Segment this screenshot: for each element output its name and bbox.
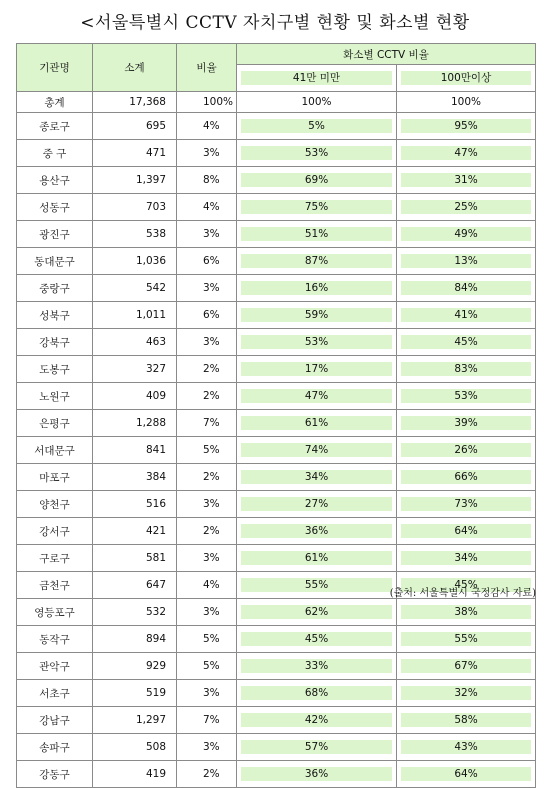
cell-ratio: 3% [177, 734, 237, 761]
cell-under-41-value: 16% [241, 281, 392, 295]
cell-under-41 [237, 464, 397, 491]
cell-over-100-value: 32% [401, 686, 531, 700]
cell-count: 471 [93, 140, 177, 167]
cell-ratio: 3% [177, 599, 237, 626]
cell-over-100 [397, 464, 536, 491]
cell-over-100 [397, 275, 536, 302]
cell-agency: 도봉구 [17, 356, 93, 383]
cell-agency: 동대문구 [17, 248, 93, 275]
cell-over-100 [397, 437, 536, 464]
cell-count: 516 [93, 491, 177, 518]
table-row [17, 194, 536, 221]
cell-count: 508 [93, 734, 177, 761]
cell-count: 1,397 [93, 167, 177, 194]
cell-agency: 총계 [17, 92, 93, 113]
cell-ratio: 6% [177, 248, 237, 275]
table-row [17, 275, 536, 302]
cell-over-100-value: 55% [401, 632, 531, 646]
cell-under-41 [237, 248, 397, 275]
cell-agency: 용산구 [17, 167, 93, 194]
cell-under-41-value: 68% [241, 686, 392, 700]
cell-under-41 [237, 113, 397, 140]
cell-under-41-value: 45% [241, 632, 392, 646]
table-row [17, 653, 536, 680]
cell-count: 463 [93, 329, 177, 356]
cell-over-100 [397, 383, 536, 410]
cell-over-100-value: 64% [401, 767, 531, 781]
table-row [17, 302, 536, 329]
cell-agency: 서대문구 [17, 437, 93, 464]
table-row [17, 518, 536, 545]
cell-under-41-value: 57% [241, 740, 392, 754]
header-subtotal: 소계 [93, 44, 177, 92]
cell-ratio: 3% [177, 545, 237, 572]
cell-under-41 [237, 626, 397, 653]
cell-over-100 [397, 626, 536, 653]
cell-count: 703 [93, 194, 177, 221]
cell-over-100-value: 67% [401, 659, 531, 673]
cell-count: 542 [93, 275, 177, 302]
table-row [17, 707, 536, 734]
table-row [17, 329, 536, 356]
table-row [17, 680, 536, 707]
cell-agency: 서초구 [17, 680, 93, 707]
cell-under-41-value: 69% [241, 173, 392, 187]
cell-count: 841 [93, 437, 177, 464]
cell-agency: 구로구 [17, 545, 93, 572]
cell-over-100-value: 49% [401, 227, 531, 241]
cell-under-41 [237, 680, 397, 707]
table-row [17, 167, 536, 194]
cell-under-41 [237, 410, 397, 437]
source-note: (출처: 서울특별시 국정감사 자료) [389, 588, 536, 599]
cell-under-41 [237, 167, 397, 194]
cell-under-41-value: 55% [241, 578, 392, 592]
cell-over-100-value: 84% [401, 281, 531, 295]
cell-count: 1,011 [93, 302, 177, 329]
cell-over-100 [397, 356, 536, 383]
cell-ratio: 5% [177, 626, 237, 653]
cell-agency: 노원구 [17, 383, 93, 410]
table-row [17, 734, 536, 761]
cell-under-41 [237, 491, 397, 518]
cell-agency: 양천구 [17, 491, 93, 518]
cell-over-100-value: 58% [401, 713, 531, 727]
header-over-100 [397, 65, 536, 92]
table-row [17, 140, 536, 167]
cell-count: 1,297 [93, 707, 177, 734]
cell-ratio: 7% [177, 707, 237, 734]
cell-under-41-value: 27% [241, 497, 392, 511]
table-row [17, 626, 536, 653]
cell-under-41 [237, 653, 397, 680]
cell-under-41 [237, 518, 397, 545]
table-row [17, 761, 536, 788]
page-title: <서울특별시 CCTV 자치구별 현황 및 화소별 현황 [80, 13, 470, 33]
cell-ratio: 100% [177, 92, 237, 113]
cell-agency: 중 구 [17, 140, 93, 167]
cell-count: 894 [93, 626, 177, 653]
cell-agency: 금천구 [17, 572, 93, 599]
cell-ratio: 4% [177, 572, 237, 599]
cell-agency: 중랑구 [17, 275, 93, 302]
table-row [17, 545, 536, 572]
cell-over-100-value: 41% [401, 308, 531, 322]
cell-under-41 [237, 707, 397, 734]
cell-under-41-value: 47% [241, 389, 392, 403]
cell-ratio: 7% [177, 410, 237, 437]
cell-agency: 강서구 [17, 518, 93, 545]
table-row [17, 437, 536, 464]
cell-agency: 은평구 [17, 410, 93, 437]
table-row [17, 113, 536, 140]
cell-under-41 [237, 437, 397, 464]
cell-under-41: 100% [237, 92, 397, 113]
header-ratio: 비율 [177, 44, 237, 92]
cell-under-41 [237, 302, 397, 329]
cell-ratio: 2% [177, 356, 237, 383]
header-under-41 [237, 65, 397, 92]
cell-over-100-value: 38% [401, 605, 531, 619]
cell-over-100 [397, 518, 536, 545]
cell-under-41-value: 36% [241, 524, 392, 538]
cell-under-41-value: 17% [241, 362, 392, 376]
cell-over-100 [397, 140, 536, 167]
cell-under-41-value: 34% [241, 470, 392, 484]
cell-under-41 [237, 356, 397, 383]
cell-under-41 [237, 383, 397, 410]
cell-under-41 [237, 221, 397, 248]
cell-count: 421 [93, 518, 177, 545]
cell-under-41-value: 75% [241, 200, 392, 214]
cell-over-100-value: 95% [401, 119, 531, 133]
cell-over-100 [397, 734, 536, 761]
header-pixel-group: 화소별 CCTV 비율 [237, 44, 536, 65]
cell-agency: 강북구 [17, 329, 93, 356]
table-row [17, 491, 536, 518]
cell-under-41-value: 51% [241, 227, 392, 241]
cell-ratio: 3% [177, 221, 237, 248]
cell-under-41 [237, 194, 397, 221]
cell-over-100-value: 66% [401, 470, 531, 484]
cell-ratio: 3% [177, 140, 237, 167]
cell-over-100 [397, 761, 536, 788]
cell-count: 17,368 [93, 92, 177, 113]
cell-over-100 [397, 599, 536, 626]
cell-agency: 광진구 [17, 221, 93, 248]
cell-ratio: 8% [177, 167, 237, 194]
cell-count: 695 [93, 113, 177, 140]
cell-ratio: 3% [177, 329, 237, 356]
cell-under-41 [237, 572, 397, 599]
cell-agency: 마포구 [17, 464, 93, 491]
cell-agency: 성북구 [17, 302, 93, 329]
cell-count: 519 [93, 680, 177, 707]
cell-over-100-value: 64% [401, 524, 531, 538]
cell-over-100-value: 26% [401, 443, 531, 457]
table-row [17, 221, 536, 248]
cell-over-100 [397, 248, 536, 275]
cell-under-41-value: 33% [241, 659, 392, 673]
cell-under-41 [237, 140, 397, 167]
table-row [17, 464, 536, 491]
cell-under-41-value: 36% [241, 767, 392, 781]
cell-over-100-value: 45% [401, 335, 531, 349]
cell-under-41-value: 61% [241, 416, 392, 430]
cell-under-41-value: 62% [241, 605, 392, 619]
table-row [17, 599, 536, 626]
cell-agency: 관악구 [17, 653, 93, 680]
cell-under-41 [237, 734, 397, 761]
cell-ratio: 3% [177, 491, 237, 518]
cell-over-100-value: 43% [401, 740, 531, 754]
cell-over-100 [397, 707, 536, 734]
cell-under-41-value: 61% [241, 551, 392, 565]
cell-over-100 [397, 329, 536, 356]
cell-ratio: 2% [177, 464, 237, 491]
cell-count: 327 [93, 356, 177, 383]
cell-count: 384 [93, 464, 177, 491]
cell-over-100 [397, 113, 536, 140]
cell-over-100: 100% [397, 92, 536, 113]
cell-ratio: 4% [177, 194, 237, 221]
table-row [17, 383, 536, 410]
cell-under-41-value: 87% [241, 254, 392, 268]
cell-under-41-value: 42% [241, 713, 392, 727]
cell-agency: 영등포구 [17, 599, 93, 626]
cell-agency: 강동구 [17, 761, 93, 788]
cell-over-100-value: 47% [401, 146, 531, 160]
cell-ratio: 6% [177, 302, 237, 329]
cell-agency: 동작구 [17, 626, 93, 653]
cell-ratio: 3% [177, 680, 237, 707]
cell-over-100-value: 34% [401, 551, 531, 565]
cell-count: 409 [93, 383, 177, 410]
cell-under-41 [237, 599, 397, 626]
table-body [17, 92, 536, 788]
cell-under-41 [237, 275, 397, 302]
cell-over-100-value: 53% [401, 389, 531, 403]
cell-under-41 [237, 761, 397, 788]
cell-over-100-value: 83% [401, 362, 531, 376]
cell-over-100 [397, 194, 536, 221]
cell-count: 647 [93, 572, 177, 599]
cell-under-41 [237, 545, 397, 572]
cell-agency: 성동구 [17, 194, 93, 221]
cell-over-100 [397, 221, 536, 248]
cell-over-100 [397, 491, 536, 518]
cell-over-100-value: 25% [401, 200, 531, 214]
table-row [17, 92, 536, 113]
cell-over-100 [397, 653, 536, 680]
cell-agency: 강남구 [17, 707, 93, 734]
header-under-41-label: 41만 미만 [241, 71, 392, 85]
table-row [17, 356, 536, 383]
cell-over-100 [397, 410, 536, 437]
cell-under-41-value: 59% [241, 308, 392, 322]
cell-under-41-value: 53% [241, 335, 392, 349]
cell-over-100 [397, 545, 536, 572]
cell-count: 419 [93, 761, 177, 788]
header-agency: 기관명 [17, 44, 93, 92]
table-row [17, 410, 536, 437]
cell-agency: 종로구 [17, 113, 93, 140]
cell-under-41-value: 5% [241, 119, 392, 133]
cctv-table [16, 43, 536, 788]
cell-ratio: 5% [177, 437, 237, 464]
cell-count: 1,036 [93, 248, 177, 275]
cell-over-100 [397, 302, 536, 329]
cell-over-100-value: 31% [401, 173, 531, 187]
cell-ratio: 2% [177, 761, 237, 788]
cell-count: 581 [93, 545, 177, 572]
cell-over-100-value: 39% [401, 416, 531, 430]
cell-agency: 송파구 [17, 734, 93, 761]
header-over-100-label: 100만이상 [401, 71, 531, 85]
cell-ratio: 2% [177, 518, 237, 545]
cell-under-41-value: 74% [241, 443, 392, 457]
cell-over-100-value: 45% [401, 578, 531, 592]
cell-ratio: 2% [177, 383, 237, 410]
cell-ratio: 3% [177, 275, 237, 302]
cell-count: 1,288 [93, 410, 177, 437]
table-row [17, 248, 536, 275]
cell-count: 538 [93, 221, 177, 248]
cell-over-100 [397, 167, 536, 194]
cell-under-41 [237, 329, 397, 356]
cell-ratio: 4% [177, 113, 237, 140]
cell-count: 929 [93, 653, 177, 680]
cell-under-41-value: 53% [241, 146, 392, 160]
cell-ratio: 5% [177, 653, 237, 680]
cell-over-100-value: 13% [401, 254, 531, 268]
cell-over-100-value: 73% [401, 497, 531, 511]
cell-over-100 [397, 680, 536, 707]
cell-count: 532 [93, 599, 177, 626]
